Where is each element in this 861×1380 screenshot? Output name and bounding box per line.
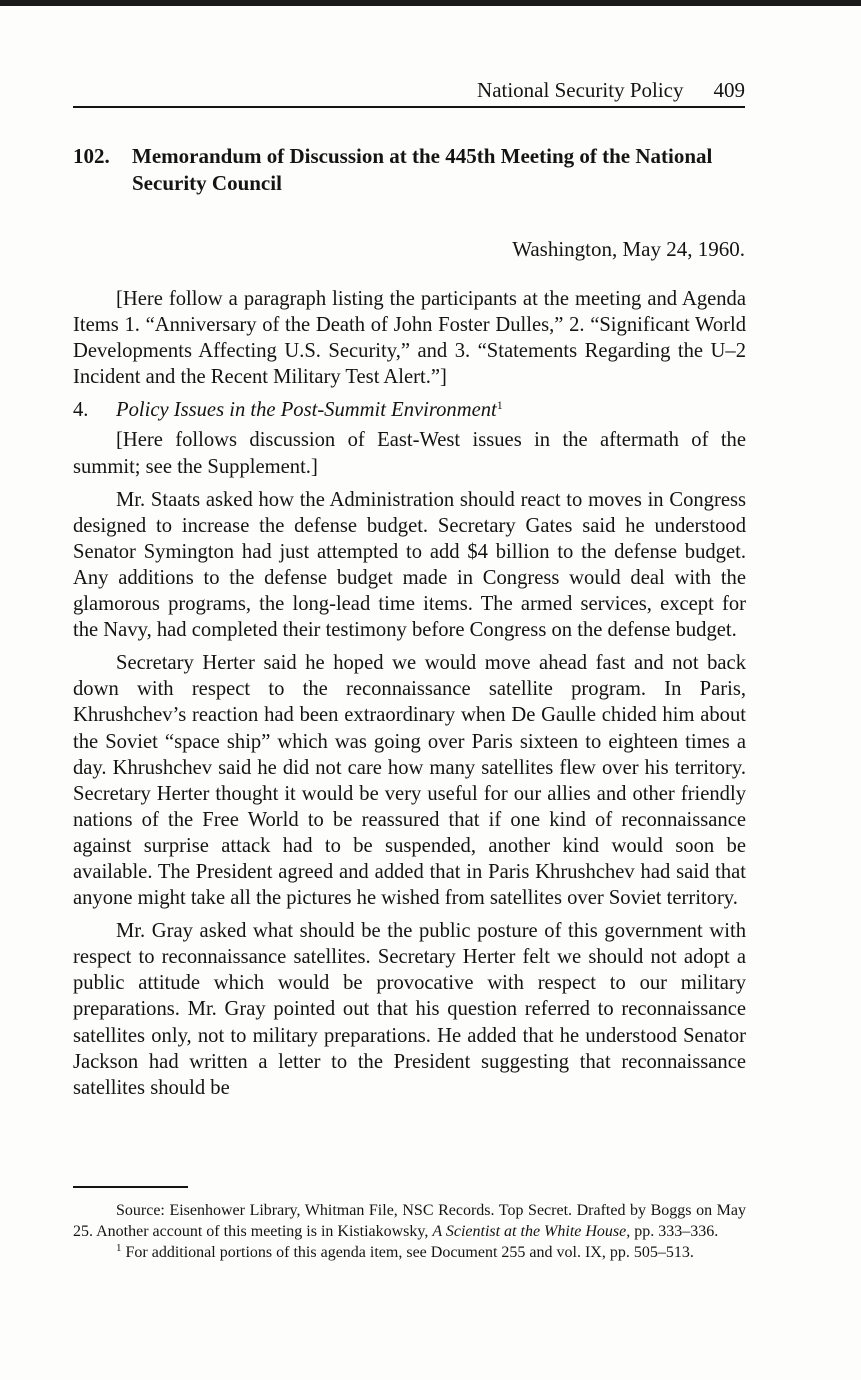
body-text (73, 286, 746, 1101)
footnote-rule (73, 1186, 188, 1188)
header-rule (73, 106, 745, 108)
source-note (73, 1200, 746, 1242)
source-note-text: Source: Eisenhower Library, Whitman File, NSC Records. Top Secret. Drafted by Boggs on May 25. Another account of this meeting is in Kistiakowsky, (73, 1202, 746, 1240)
document-title: Memorandum of Discussion at the 445th Meeting of the National Security Council (132, 144, 713, 195)
editorial-note-participants: [Here follow a paragraph listing the participants at the meeting and Agenda Items 1. “Anniversary of the Death of John Foster Dulles,” 2. “Significant World Developments Affecting U.S. Security,” and 3. “Statements Regarding the U–2 Incident and the Recent Military Test Alert.”] (73, 288, 746, 389)
footnote-1-marker: 1 (116, 1242, 122, 1254)
scan-top-edge (0, 0, 861, 6)
source-pages: pp. 333–336. (634, 1223, 719, 1240)
source-book-title: A Scientist at the White House, (432, 1223, 631, 1240)
agenda-item-number: 4. (73, 399, 89, 422)
page-number: 409 (713, 78, 745, 102)
agenda-item-title: Policy Issues in the Post-Summit Environment (116, 399, 497, 422)
running-header (73, 77, 745, 103)
footnotes (73, 1200, 746, 1263)
running-title: National Security Policy (477, 78, 684, 102)
document-number: 102. (73, 144, 110, 168)
footnote-1-text: For additional portions of this agenda item, see Document 255 and vol. IX, pp. 505–513. (125, 1244, 694, 1261)
footnote-1 (73, 1242, 746, 1263)
paragraph-herter: Secretary Herter said he hoped we would move ahead fast and not back down with respect to the reconnaissance satellite program. In Paris, Khrushchev’s reaction had been extraordinary when De Gaulle chided him about the Soviet “space ship” which was going over Paris sixteen to eighteen times a day. Khrushchev said he did not care how many satellites flew over his territory. Secretary Herter thought it would be very useful for our allies and other friendly nations of the Free World to be reassured that if one kind of reconnaissance against surprise attack had to be suspended, another kind would soon be available. The President agreed and added that in Paris Khrushchev had said that anyone might take all the pictures he wished from satellites over Soviet territory. (73, 652, 746, 910)
dateline: Washington, May 24, 1960. (512, 237, 745, 261)
footnote-marker: 1 (496, 398, 503, 413)
editorial-note-supplement: [Here follows discussion of East-West issues in the aftermath of the summit; see the Supplement.] (73, 429, 746, 478)
agenda-item-heading (73, 397, 746, 423)
paragraph-staats: Mr. Staats asked how the Administration should react to moves in Congress designed to increase the defense budget. Secretary Gates said he understood Senator Symington had just attempted to add $4 billion to the defense budget. Any additions to the defense budget made in Congress would deal with the glamorous programs, the long-lead time items. The armed services, except for the Navy, had completed their testimony before Congress on the defense budget. (73, 488, 746, 642)
paragraph-gray: Mr. Gray asked what should be the public posture of this government with respect to reconnaissance satellites. Secretary Herter felt we should not adopt a public attitude which would be provocative with respect to our military preparations. Mr. Gray pointed out that his question referred to reconnaissance satellites only, not to military preparations. He added that he understood Senator Jackson had written a letter to the President suggesting that reconnaissance satellites should be (73, 920, 746, 1099)
document-heading (73, 143, 753, 196)
